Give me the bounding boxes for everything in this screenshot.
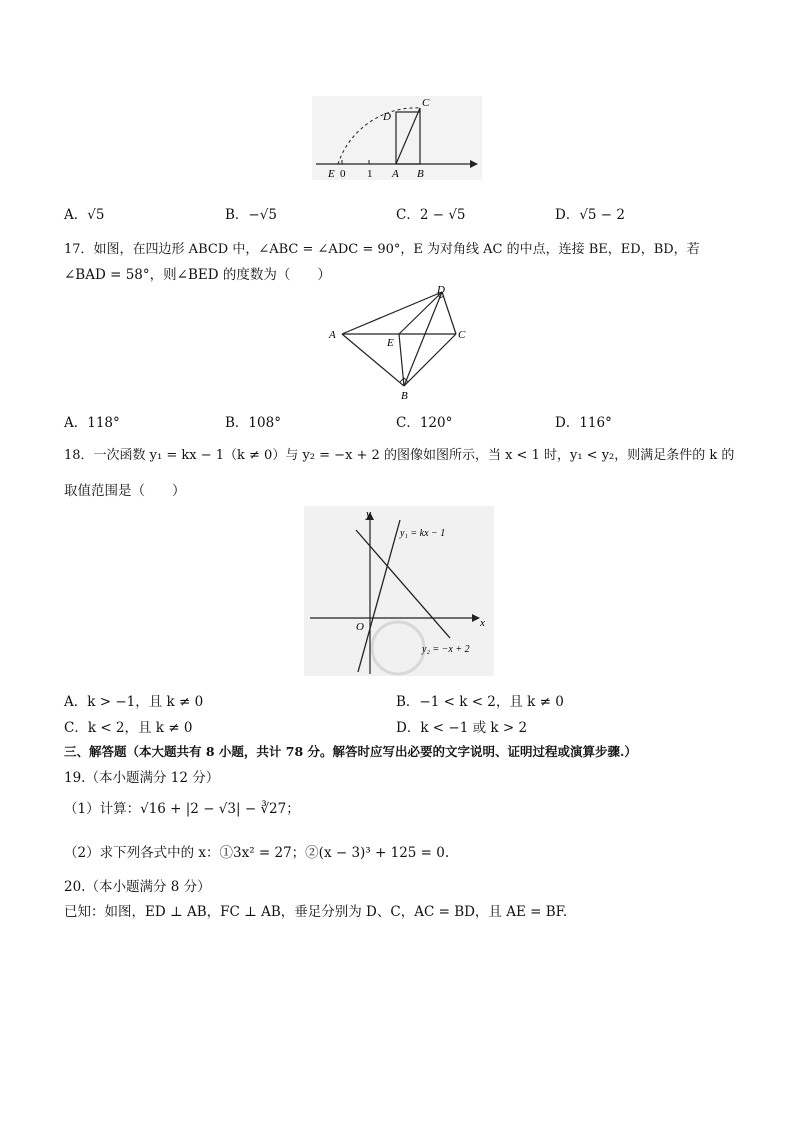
q17-option-c: C．120° bbox=[396, 415, 453, 431]
q17-option-d: D．116° bbox=[555, 415, 612, 431]
q17-line1: 17．如图，在四边形 ABCD 中，∠ABC = ∠ADC = 90°，E 为对角线 AC 的中点，连接 BE，ED，BD，若 bbox=[64, 242, 700, 257]
q18-line2: 取值范围是（ ） bbox=[64, 483, 186, 499]
label-c: C bbox=[422, 97, 430, 109]
q16-option-a: A．√5 bbox=[64, 207, 105, 223]
label-y: y bbox=[366, 508, 371, 520]
q18-option-c: C．k < 2，且 k ≠ 0 bbox=[64, 720, 193, 736]
q19-part2: （2）求下列各式中的 x：①3x² = 27；②(x − 3)³ + 125 = 0. bbox=[64, 845, 450, 861]
q17-option-a: A．118° bbox=[64, 415, 120, 431]
q18-option-d: D．k < −1 或 k > 2 bbox=[396, 720, 528, 736]
q17-option-b: B．108° bbox=[225, 415, 281, 431]
q16-option-b: B．−√5 bbox=[225, 207, 277, 223]
label-x: x bbox=[480, 617, 485, 629]
label-e: E bbox=[328, 168, 335, 180]
q18-line1: 18．一次函数 y₁ = kx − 1（k ≠ 0）与 y₂ = −x + 2 的图像如图所示，当 x < 1 时，y₁ < y₂，则满足条件的 k 的 bbox=[64, 448, 735, 463]
q16-option-d: D．√5 − 2 bbox=[555, 207, 626, 223]
label-e: E bbox=[387, 337, 394, 349]
q18-option-b: B．−1 < k < 2，且 k ≠ 0 bbox=[396, 694, 564, 710]
label-y1: y₁ = kx − 1 bbox=[400, 528, 446, 539]
label-d: D bbox=[437, 284, 445, 296]
quadrilateral-figure bbox=[326, 284, 476, 402]
q16-option-c: C．2 − √5 bbox=[396, 207, 466, 223]
q19-title: 19.（本小题满分 12 分） bbox=[64, 770, 220, 786]
label-d: D bbox=[383, 111, 391, 123]
label-a: A bbox=[329, 329, 336, 341]
label-a: A bbox=[392, 168, 399, 180]
q20-text: 已知：如图，ED ⊥ AB，FC ⊥ AB，垂足分别为 D、C，AC = BD，且 AE = BF. bbox=[64, 904, 568, 920]
q18-option-a: A．k > −1，且 k ≠ 0 bbox=[64, 694, 204, 710]
section3-heading: 三、解答题（本大题共有 8 小题，共计 78 分。解答时应写出必要的文字说明、证明过程或演算步骤.） bbox=[64, 744, 637, 759]
label-b: B bbox=[417, 168, 424, 180]
label-o: O bbox=[356, 621, 364, 633]
label-c: C bbox=[458, 329, 466, 341]
label-one: 1 bbox=[367, 168, 373, 180]
q19-part1: （1）计算：√16 + |2 − √3| − ∛27； bbox=[64, 801, 300, 817]
label-y2: y₂ = −x + 2 bbox=[422, 644, 470, 655]
label-b: B bbox=[401, 390, 408, 402]
number-line-figure bbox=[312, 96, 482, 180]
q17-line2: ∠BAD = 58°，则∠BED 的度数为（ ） bbox=[64, 267, 331, 283]
function-graph-figure bbox=[304, 506, 494, 676]
q20-title: 20.（本小题满分 8 分） bbox=[64, 879, 211, 895]
label-zero: 0 bbox=[340, 168, 346, 180]
